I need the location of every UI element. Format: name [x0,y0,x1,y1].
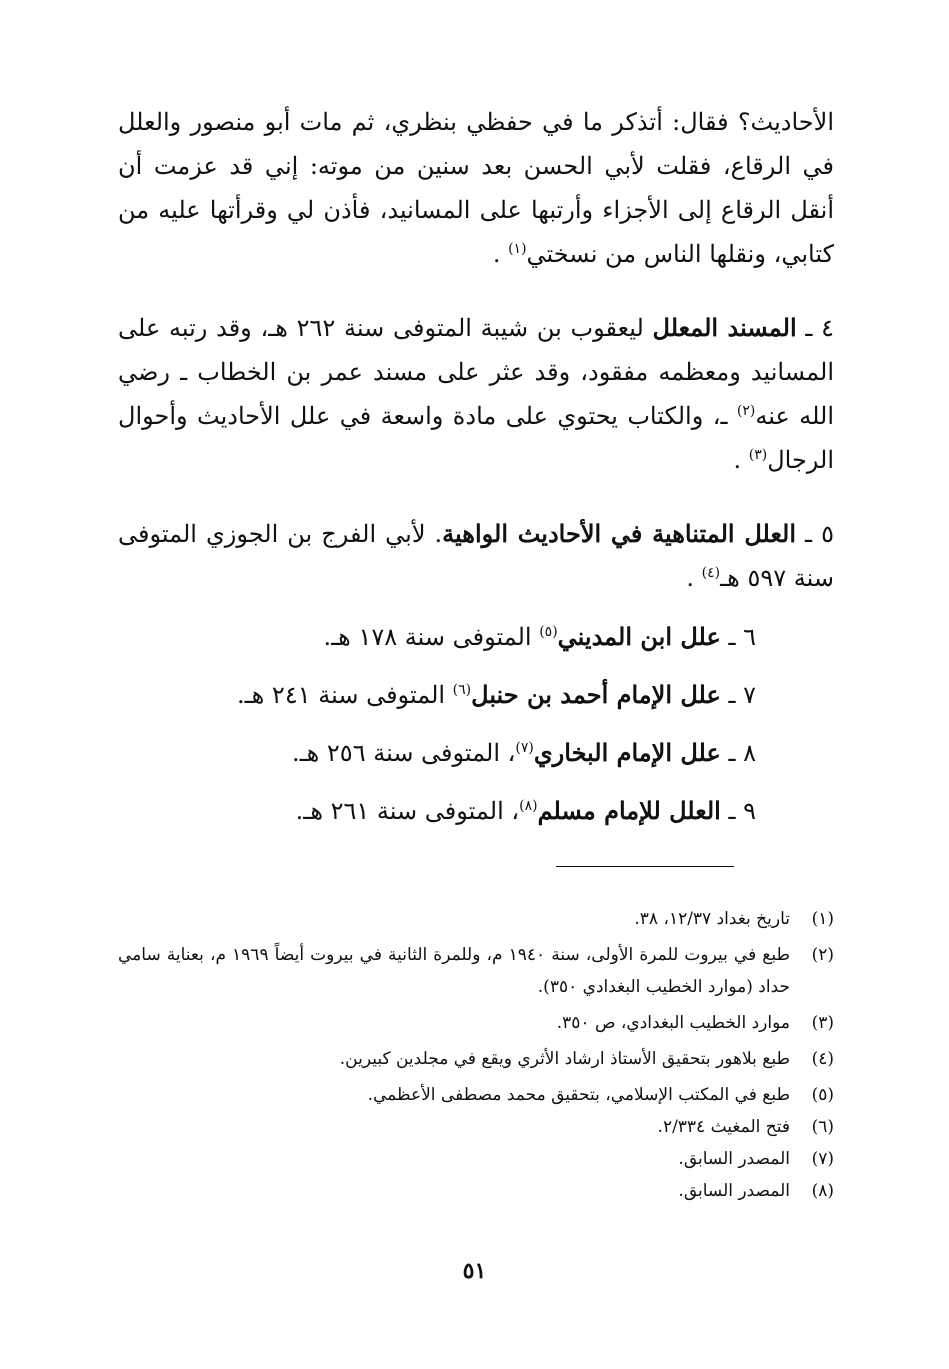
paragraph-continuation [118,100,834,276]
footnote-number: (٨) [811,1181,834,1201]
list-item [118,608,834,666]
item-text: المتوفى سنة ٢٤١ هـ. [236,681,453,709]
item-number: ٧ ـ [720,681,756,709]
footnote-ref: (٦) [452,682,472,698]
footnote-ref: (٣) [748,447,768,463]
item-number: ٩ ـ [720,797,756,825]
footnote-text: طبع في المكتب الإسلامي، بتحقيق محمد مصطفى الأعظمي. [367,1085,790,1105]
footnote-text: طبع بلاهور بتحقيق الأستاذ ارشاد الأثري ويقع في مجلدين كبيرين. [339,1049,790,1069]
footnote-ref: (١) [508,241,527,257]
footnote-text: طبع في بيروت للمرة الأولى، سنة ١٩٤٠ م، وللمرة الثانية في بيروت أيضاً ١٩٦٩ م، بعناية سامي حداد (موارد الخطيب البغدادي ٣٥٠). [118,945,790,997]
footnote [118,1079,834,1111]
footnote-divider [556,866,734,867]
item-number: ٥ ـ [796,520,834,548]
item-number: ٨ ـ [720,739,756,767]
footnote [118,903,834,935]
footnote-ref: (٤) [701,565,721,581]
footnote [118,1043,834,1075]
paragraph-end: . [492,240,509,268]
book-title: العلل المتناهية في الأحاديث الواهية [442,519,797,548]
book-title: المسند المعلل [652,313,797,342]
item-number: ٤ ـ [796,314,834,342]
book-title: العلل للإمام مسلم [537,796,721,825]
footnote-ref: (٨) [519,798,538,814]
list-item [118,724,834,782]
footnote-ref: (٥) [539,624,558,640]
paragraph-text: . لأبي الفرج بن الجوزي المتوفى سنة ٥٩٧ هـ [118,520,834,592]
item-text: ، المتوفى سنة ٢٥٦ هـ. [291,739,516,767]
footnote-number: (١) [811,909,834,929]
paragraph-text: الأحاديث؟ فقال: أتذكر ما في حفظي بنظري، ثم مات أبو منصور والعلل في الرقاع، فقلت لأبي الحسن بعد سنين من موته: إني قد عزمت أن أنقل الرقاع إلى الأجزاء وأرتبها على المسانيد، فأذن لي وقرأتها عليه من كتابي، ونقلها الناس من نسختي [118,108,834,268]
footnote [118,1111,834,1143]
book-title: علل الإمام البخاري [533,738,721,767]
list-item [118,666,834,724]
body-text [118,100,834,840]
item-text: المتوفى سنة ١٧٨ هـ. [323,623,540,651]
footnote-text: المصدر السابق. [678,1181,790,1201]
page-number: ٥١ [462,1258,487,1284]
footnote-number: (٥) [811,1085,834,1105]
footnote-number: (٣) [811,1013,834,1033]
paragraph-item-5 [118,512,834,600]
footnote-text: المصدر السابق. [678,1149,790,1169]
footnote-text: فتح المغيث ٢/٣٣٤. [657,1117,790,1137]
footnote [118,939,834,1003]
footnote-ref: (٧) [515,740,534,756]
footnote-number: (٢) [811,945,834,965]
footnote-number: (٤) [811,1049,834,1069]
book-title: علل الإمام أحمد بن حنبل [471,680,721,709]
footnote [118,1175,834,1207]
item-text: ، المتوفى سنة ٢٦١ هـ. [295,797,520,825]
footnote-text: تاريخ بغداد ١٢/٣٧، ٣٨. [634,909,790,929]
footnote-number: (٧) [811,1149,834,1169]
footnote-ref: (٢) [736,403,756,419]
footnote-number: (٦) [811,1117,834,1137]
footnote-text: موارد الخطيب البغدادي، ص ٣٥٠. [556,1013,790,1033]
item-number: ٦ ـ [720,623,756,651]
footnote [118,1143,834,1175]
footnote [118,1007,834,1039]
paragraph-end: . [733,446,749,474]
paragraph-item-4 [118,306,834,482]
list-item [118,782,834,840]
paragraph-end: . [686,564,702,592]
paragraph-text: ـ، والكتاب يحتوي على مادة واسعة في علل الأحاديث وأحوال الرجال [118,402,834,474]
paragraph-text: ليعقوب بن شيبة المتوفى سنة ٢٦٢ هـ، وقد رتبه على المسانيد ومعظمه مفقود، وقد عثر على مسند عمر بن الخطاب ـ رضي الله عنه [118,314,835,430]
book-list [118,608,834,840]
footnotes [118,903,834,1207]
book-title: علل ابن المديني [557,622,721,651]
